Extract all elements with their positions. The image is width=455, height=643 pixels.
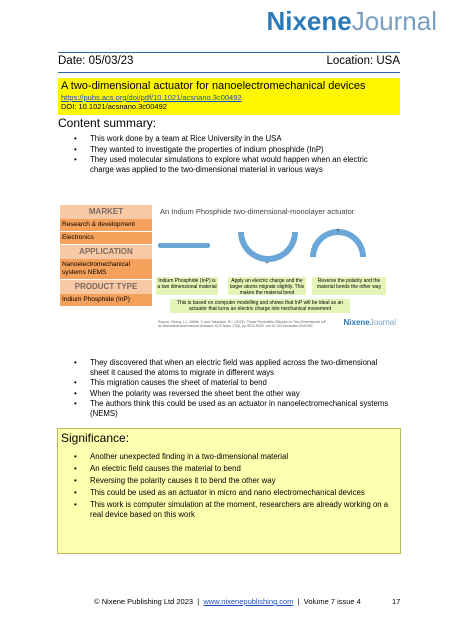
list-item: • When the polarity was reversed the sheet bent the other way bbox=[58, 389, 395, 399]
caption-bend: Apply an electric charge and the larger atoms migrate slightly. This makes the material bend bbox=[229, 278, 305, 296]
footer-volume: Volume 7 issue 4 bbox=[303, 597, 361, 606]
date-label: Date: 05/03/23 bbox=[58, 55, 134, 67]
flat-sheet-shape bbox=[158, 243, 210, 248]
market-heading: MARKET bbox=[60, 205, 152, 219]
list-item: • This work is computer simulation at the moment, researchers are already working on a real device based on this work bbox=[58, 500, 400, 519]
location-label: Location: USA bbox=[326, 55, 400, 67]
page-footer bbox=[0, 597, 455, 606]
findings-list bbox=[58, 358, 395, 419]
list-item: • Another unexpected finding in a two-dimensional material bbox=[58, 452, 400, 462]
logo-text-bold: Nixene bbox=[266, 6, 352, 36]
list-item: • They wanted to investigate the properties of indium phosphide (InP) bbox=[58, 145, 385, 155]
list-item: • This migration causes the sheet of material to bend bbox=[58, 378, 395, 388]
plus-sign: + bbox=[336, 228, 340, 234]
footer-link[interactable]: www.nixenepublishing.com bbox=[203, 597, 294, 606]
list-item: • This work done by a team at Rice University in the USA bbox=[58, 134, 385, 144]
market-item: Electronics bbox=[60, 232, 152, 245]
bent-down-shape bbox=[238, 232, 298, 262]
header-rule-bottom bbox=[58, 72, 400, 73]
footer-copyright: © Nixene Publishing Ltd 2023 bbox=[94, 597, 194, 606]
market-item: Research & development bbox=[60, 219, 152, 232]
application-heading: APPLICATION bbox=[60, 245, 152, 259]
caption-summary: This is based on computer modelling and shows that InP will be ideal as an actuator that turns an electric charge into mechanical movement bbox=[170, 299, 350, 313]
caption-reverse: Reverse the polarity and the material bends the other way bbox=[312, 277, 386, 295]
application-item: Nanoelectromechanical systems NEMS bbox=[60, 259, 152, 280]
footer-separator: | bbox=[297, 597, 300, 606]
significance-heading: Significance: bbox=[61, 431, 130, 445]
infographic-figure bbox=[60, 205, 400, 340]
article-link[interactable]: https://pubs.acs.org/doi/pdf/10.1021/acsnano.3c00492 bbox=[61, 93, 242, 102]
product-heading: PRODUCT TYPE bbox=[60, 280, 152, 294]
list-item: • Reversing the polarity causes it to bend the other way bbox=[58, 476, 400, 486]
article-title: A two-dimensional actuator for nanoelectromechanical devices bbox=[61, 80, 366, 92]
significance-box bbox=[57, 428, 401, 554]
figure-source: Source: Zhang, L.L. Abbitt, Y. and Yakobson, B.I. (2023). Phase Reversible Diffusion in Two-Dimensional InP as Nanoelectromechanical Actuator. ACS Nano 17(5), pp.5012-5020. doi:10.1021/acsnano.3c00492 bbox=[158, 320, 327, 328]
header-rule bbox=[58, 52, 400, 53]
mini-logo-sub: Journal bbox=[369, 318, 396, 327]
journal-logo bbox=[266, 8, 437, 34]
logo-text-light: Journal bbox=[351, 6, 437, 36]
mini-logo-text: Nixene bbox=[343, 318, 370, 327]
caption-flat: Indium Phosphide (InP) is a two dimensional material bbox=[156, 277, 218, 295]
list-item: • They used molecular simulations to explore what would happen when an electric charge was applied to the two-dimensional material in various ways bbox=[58, 155, 385, 174]
mini-logo bbox=[344, 318, 396, 327]
header-bar bbox=[58, 55, 400, 67]
figure-title: An Indium Phosphide two-dimensional-monolayer actuator bbox=[160, 207, 355, 216]
significance-list bbox=[58, 452, 400, 519]
list-item: • They discovered that when an electric field was applied across the two-dimensional sheet it caused the atoms to migrate in different ways bbox=[58, 358, 395, 377]
minus-sign: - bbox=[337, 244, 339, 250]
list-item: • The authors think this could be used as an actuator in nanoelectromechanical systems (NEMS) bbox=[58, 399, 395, 418]
article-doi: DOI: 10.1021/acsnano.3c00492 bbox=[61, 102, 167, 111]
list-item: • An electric field causes the material to bend bbox=[58, 464, 400, 474]
summary-heading: Content summary: bbox=[58, 116, 157, 130]
page-number: 17 bbox=[392, 597, 401, 606]
list-item: • This could be used as an actuator in micro and nano electromechanical devices bbox=[58, 488, 400, 498]
footer-separator: | bbox=[197, 597, 200, 606]
plus-sign: + bbox=[265, 261, 269, 267]
product-item: Indium Phosphide (InP) bbox=[60, 294, 152, 307]
minus-sign: - bbox=[266, 239, 268, 245]
summary-list bbox=[58, 134, 385, 175]
title-box bbox=[58, 78, 400, 115]
